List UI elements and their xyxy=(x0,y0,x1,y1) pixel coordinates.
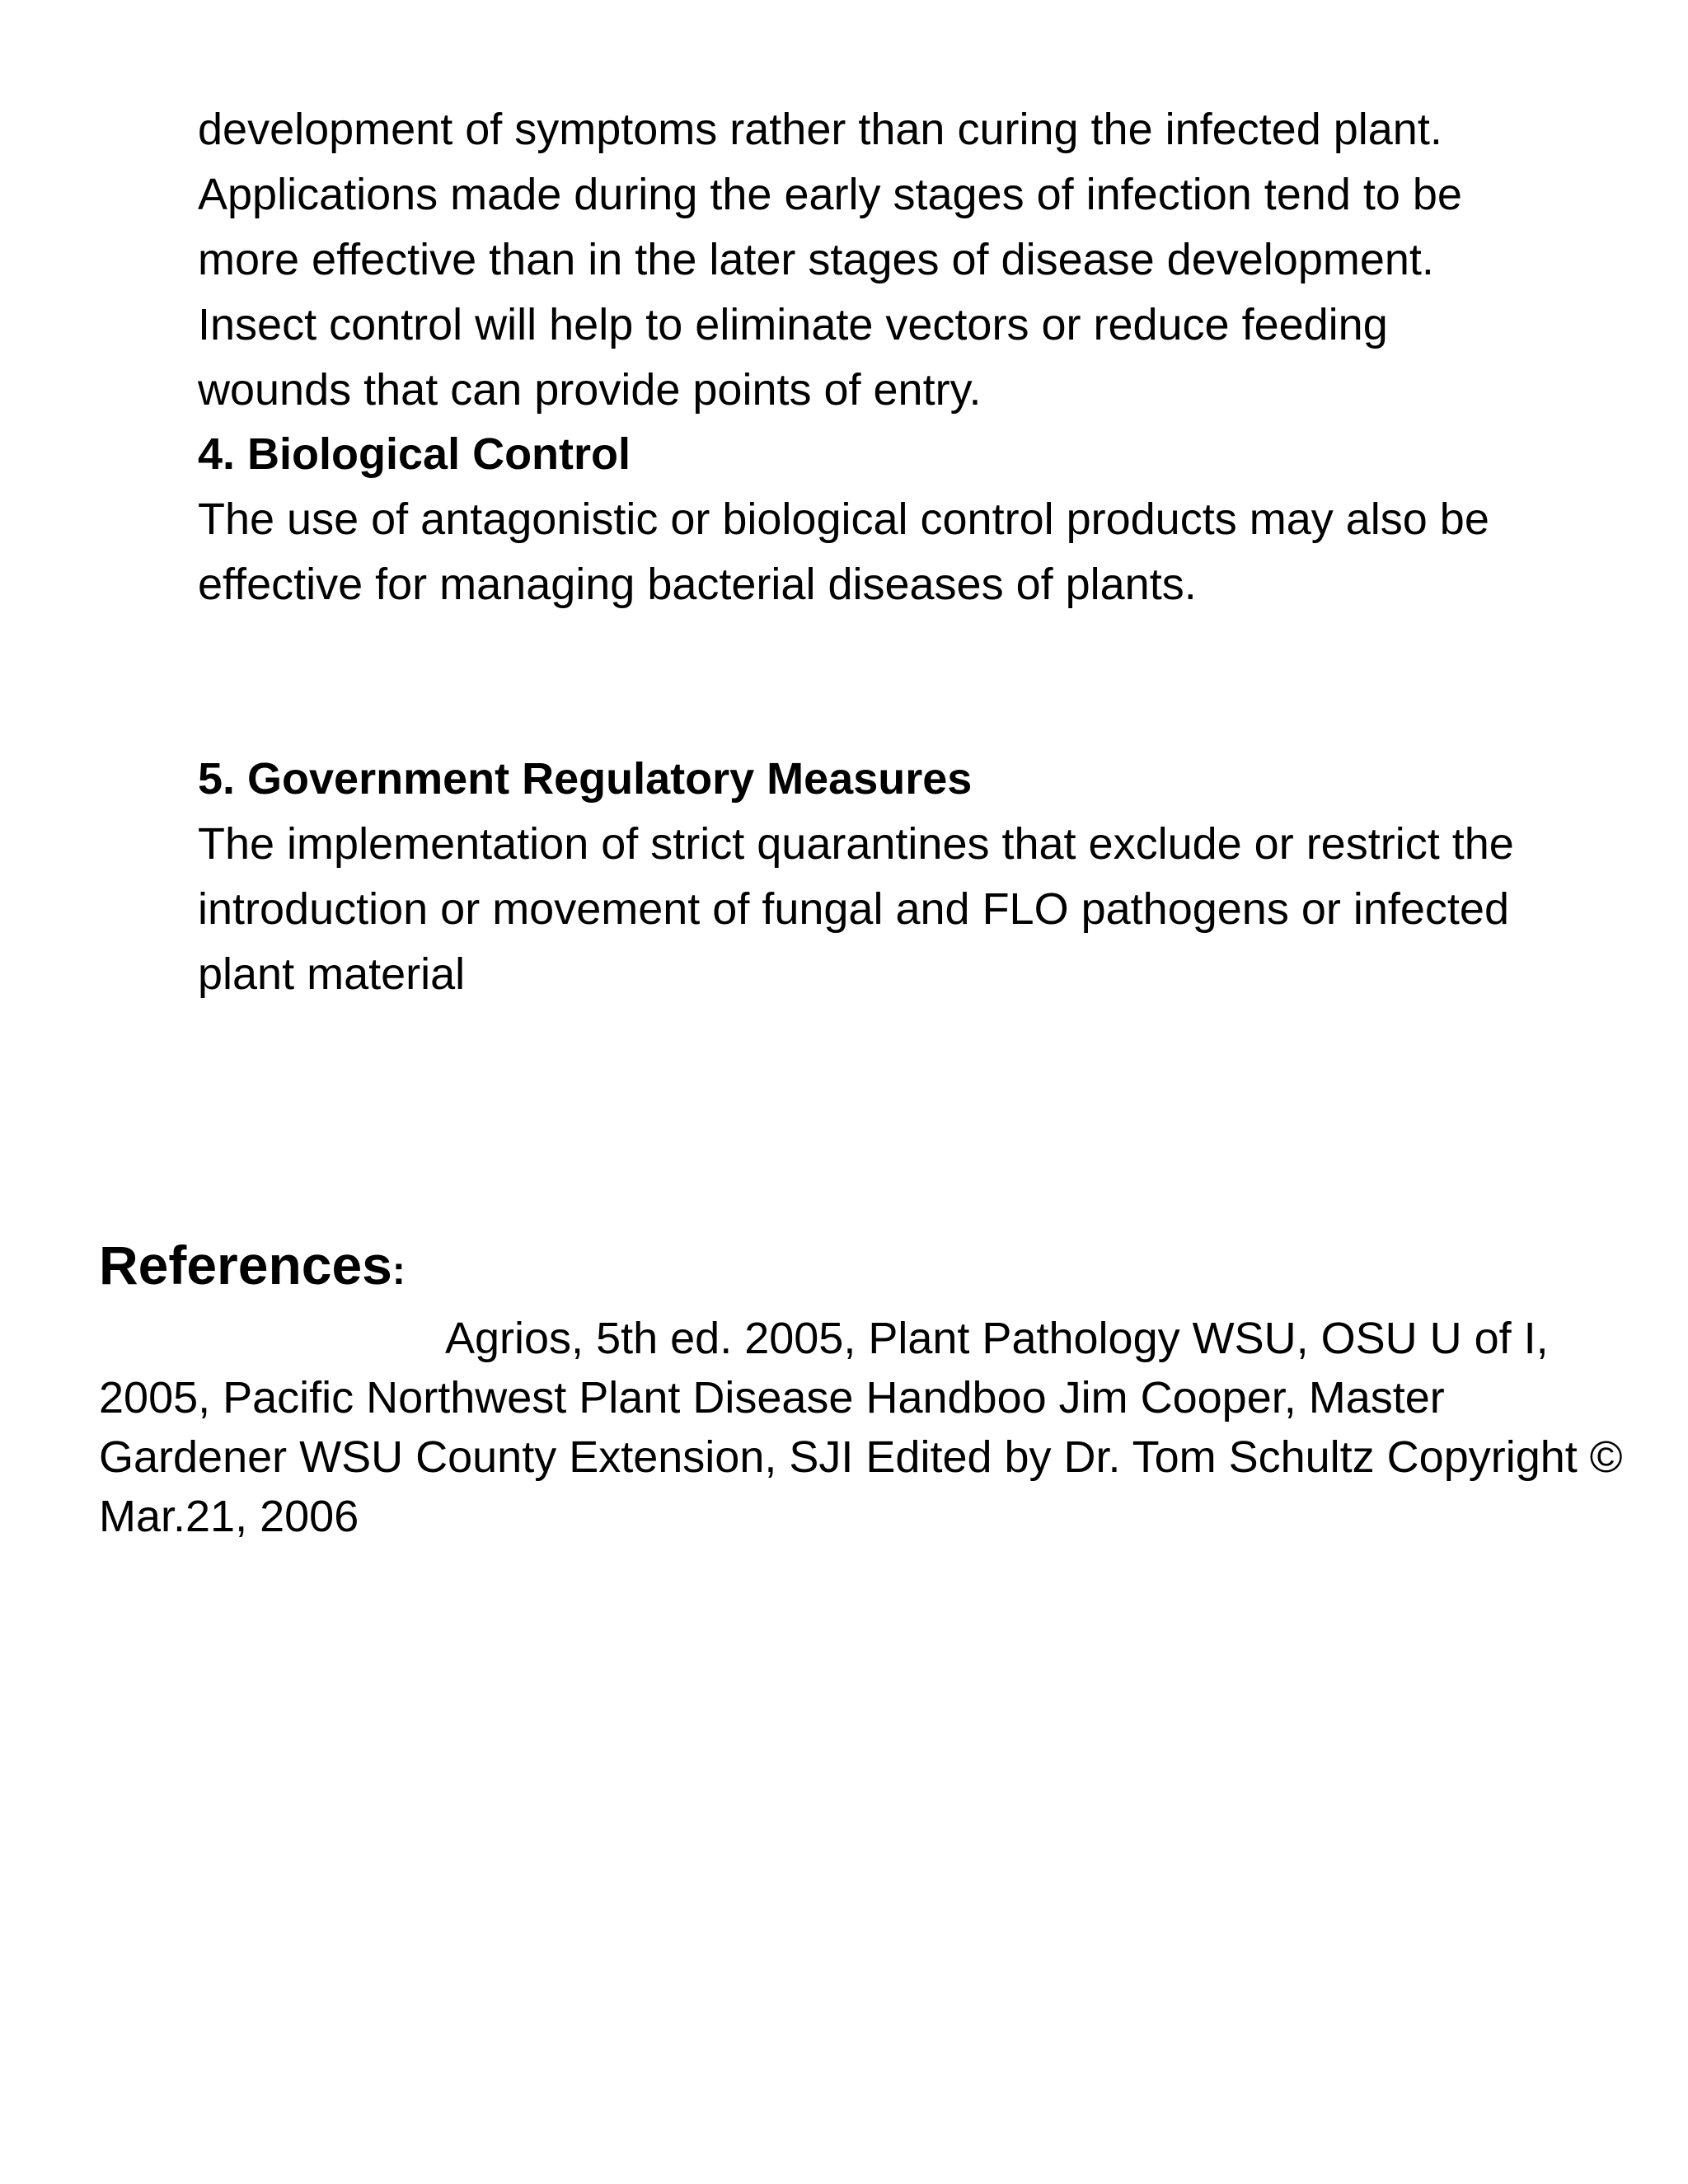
references-text: Agrios, 5th ed. 2005, Plant Pathology WSU, OSU U of I, 2005, Pacific Northwest Plant Disease Handboo Jim Cooper, Master Gardener WSU County Extension, SJI Edited by Dr. Tom Schultz Copyright © Mar.21, 2006 xyxy=(99,1314,1623,1541)
references-section xyxy=(99,1228,1632,1546)
government-measures-heading: 5. Government Regulatory Measures xyxy=(198,754,973,804)
biological-control-heading: 4. Biological Control xyxy=(198,429,631,479)
intro-paragraph: development of symptoms rather than curing the infected plant. Applications made during the early stages of infection tend to be more effective than in the later stages of disease development. Insect control will help to eliminate vectors or reduce feeding wounds that can provide points of entry. xyxy=(198,105,1462,415)
intro-section xyxy=(198,97,1624,423)
biological-control-paragraph: The use of antagonistic or biological control products may also be effective for managing bacterial diseases of plants. xyxy=(198,494,1489,609)
references-colon: : xyxy=(392,1249,406,1293)
references-heading xyxy=(99,1228,1632,1309)
government-measures-paragraph: The implementation of strict quarantines that exclude or restrict the introduction or movement of fungal and FLO pathogens or infected plant material xyxy=(198,819,1514,999)
references-title: References xyxy=(99,1235,392,1296)
biological-control-section xyxy=(198,422,1624,617)
government-measures-section xyxy=(198,747,1624,1007)
